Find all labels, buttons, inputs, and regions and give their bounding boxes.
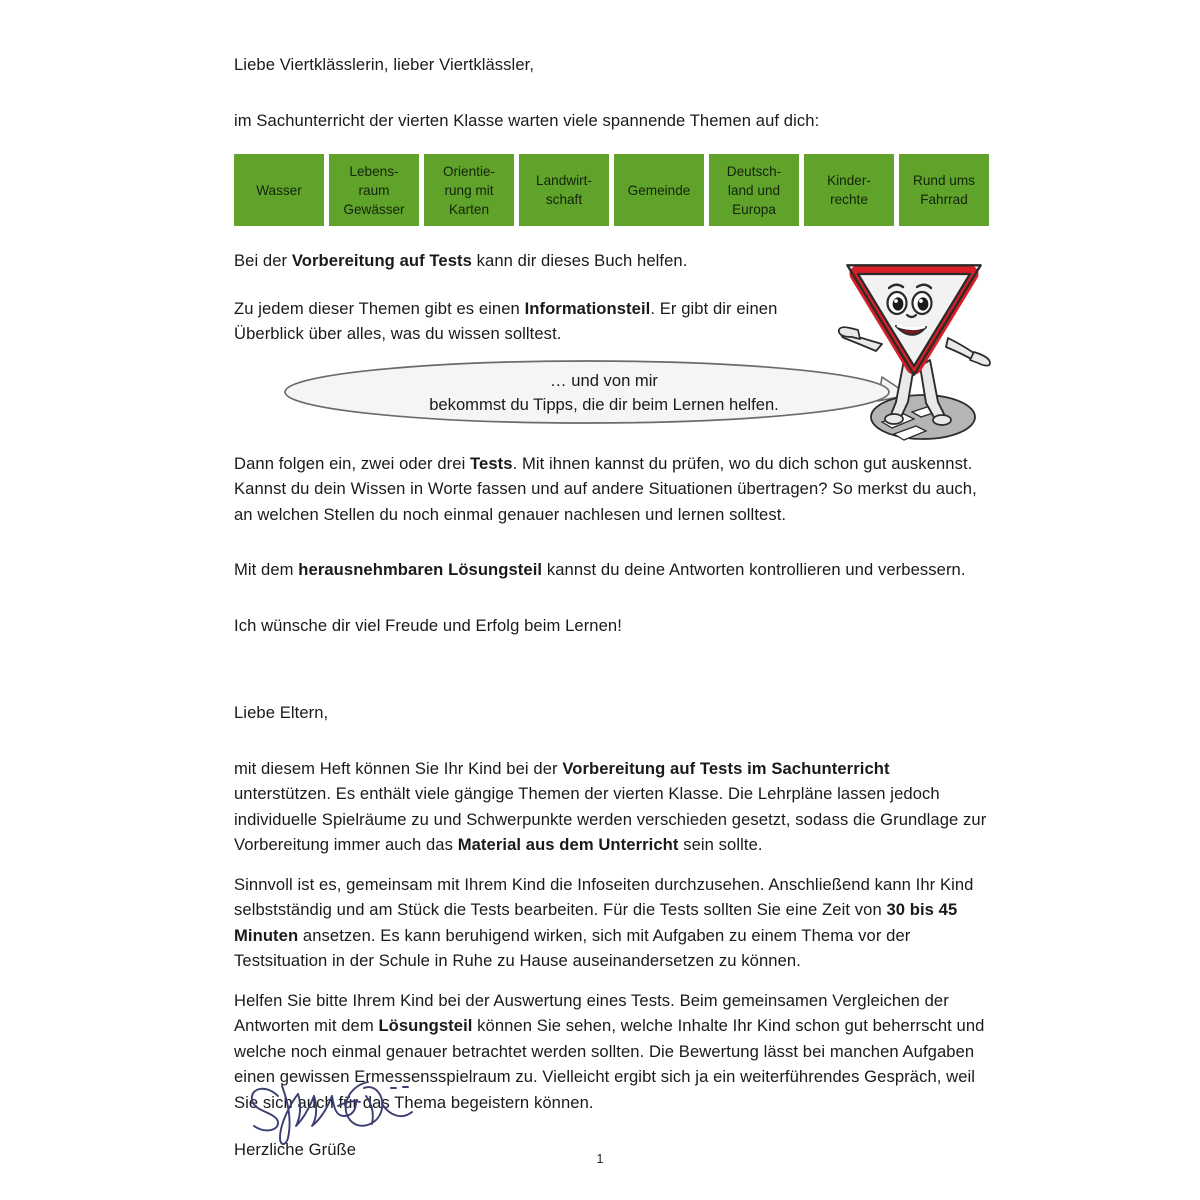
topic-label: Gemeinde	[627, 182, 691, 198]
parent-salutation: Liebe Eltern,	[234, 703, 329, 722]
topic-label: Orientie- rung mit Karten	[442, 163, 496, 217]
topic-label: Kinder- rechte	[827, 173, 871, 207]
topic-box-landwirtschaft	[519, 154, 609, 226]
topic-label: Wasser	[256, 182, 302, 198]
text-segment: mit diesem Heft können Sie Ihr Kind bei der	[234, 758, 563, 778]
letter-content	[234, 52, 990, 1163]
topic-box-kinderrechte	[804, 154, 894, 226]
text-segment: sein sollte.	[678, 835, 763, 854]
text-segment: können Sie sehen, welche Inhalte Ihr Kind schon gut beherrscht und welche noch einmal genauer betrachtet werden sollten. Die Bewertung lässt bei manchen Aufgaben einen gewissen Ermessensspielraum zu. Vielleicht ergibt sich ja ein weiterführendes Gespräch, weil Sie sich auch für das Thema begeistern können.	[234, 1016, 985, 1112]
topic-box-deutschland-und-europa	[709, 154, 799, 226]
emphasis-vorbereitung-auf-tests: Vorbereitung auf Tests	[291, 251, 472, 270]
emphasis-vorbereitung-sachunterricht: Vorbereitung auf Tests im Sachunterricht	[562, 758, 890, 778]
text-segment: unterstützen. Es enthält viele gängige Themen der vierten Klasse. Die Lehrpläne lassen jedoch individuelle Spielräume zu und Schwerpunkte werden verschieden gesetzt, sodass die Grundlage zur Vorbereitung immer auch das	[234, 784, 987, 854]
topic-box-lebensraum-gewaesser	[329, 154, 419, 226]
child-para-information	[234, 296, 794, 347]
spacer	[234, 527, 990, 557]
spacer	[234, 78, 990, 108]
emphasis-tests: Tests	[470, 453, 513, 473]
text-segment: . Er gibt dir einen Überblick über alles, was du wissen solltest.	[234, 298, 778, 343]
emphasis-material-aus-dem-unterricht: Material aus dem Unterricht	[457, 835, 679, 854]
bubble-line-1: … und von mir	[550, 370, 658, 390]
child-para-solution	[234, 557, 990, 583]
text-segment: kann dir dieses Buch helfen.	[471, 251, 688, 270]
spacer	[234, 226, 990, 248]
topic-label: Rund ums Fahrrad	[913, 173, 975, 207]
parent-regards: Herzliche Grüße	[234, 1140, 357, 1159]
page-number: 1	[596, 1152, 604, 1166]
emphasis-30-bis-45-minuten: 30 bis 45 Minuten	[234, 900, 958, 945]
text-segment: Dann folgen ein, zwei oder drei	[234, 453, 471, 473]
topic-box-orientierung-mit-karten	[424, 154, 514, 226]
emphasis-loesungsteil-parent: Lösungsteil	[378, 1016, 473, 1035]
parent-para-1	[234, 756, 990, 858]
topic-box-rund-ums-fahrrad	[899, 154, 989, 226]
spacer	[234, 682, 990, 700]
topic-label: Lebens- raum Gewässer	[343, 163, 405, 217]
topic-label: Landwirt- schaft	[536, 173, 592, 207]
text-segment: ansetzen. Es kann beruhigend wirken, sich mit Aufgaben zu einem Thema vor der Testsituation in der Schule in Ruhe zu Hause auseinandersetzen zu können.	[234, 925, 911, 970]
spacer	[234, 638, 990, 682]
parent-para-2	[234, 872, 990, 974]
handwritten-signature-icon	[240, 1068, 470, 1148]
topic-box-wasser	[234, 154, 324, 226]
child-para-tests	[234, 451, 990, 528]
speech-bubble-text	[324, 369, 884, 417]
text-segment: Mit dem	[234, 560, 299, 579]
child-salutation: Liebe Viertklässlerin, lieber Viertklässler,	[234, 55, 535, 74]
text-segment: Zu jedem dieser Themen gibt es einen	[234, 298, 525, 318]
child-closing: Ich wünsche dir viel Freude und Erfolg beim Lernen!	[234, 615, 622, 635]
topic-label: Deutsch- land und Europa	[726, 163, 782, 217]
emphasis-loesungsteil: herausnehmbaren Lösungsteil	[298, 560, 543, 579]
spacer	[234, 583, 990, 613]
topic-box-gemeinde	[614, 154, 704, 226]
text-segment: Sinnvoll ist es, gemeinsam mit Ihrem Kind die Infoseiten durchzusehen. Anschließend kann Ihr Kind selbstständig und am Stück die Tests bearbeiten. Für die Tests sollten Sie eine Zeit von	[234, 874, 974, 919]
yield-sign-mascot-icon	[838, 262, 1008, 444]
text-segment: Bei der	[234, 251, 292, 270]
text-segment: kannst du deine Antworten kontrollieren und verbessern.	[542, 560, 966, 579]
text-segment: . Mit ihnen kannst du prüfen, wo du dich schon gut auskennst. Kannst du dein Wissen in Worte fassen und auf andere Situationen übertragen? So merkst du auch, an welchen Stellen du noch einmal genauer nachlesen und lernen solltest.	[234, 453, 977, 524]
text-segment: Helfen Sie bitte Ihrem Kind bei der Auswertung eines Tests. Beim gemeinsamen Vergleichen der Antworten mit dem	[234, 990, 949, 1035]
topic-box-row	[234, 154, 990, 226]
child-intro: im Sachunterricht der vierten Klasse warten viele spannende Themen auf dich:	[234, 110, 820, 130]
spacer	[234, 858, 990, 872]
spacer	[234, 726, 990, 756]
spacer	[234, 974, 990, 988]
bubble-line-2: bekommst du Tipps, die dir beim Lernen helfen.	[429, 394, 779, 414]
emphasis-informationsteil: Informationsteil	[524, 298, 651, 318]
